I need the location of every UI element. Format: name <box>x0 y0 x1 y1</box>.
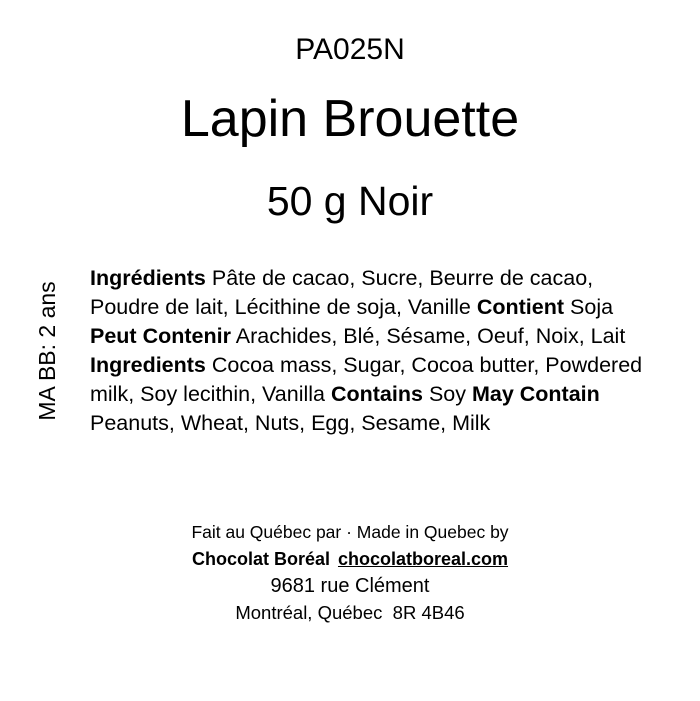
contains-fr-text: Soja <box>564 294 614 319</box>
street-address: 9681 rue Clément <box>270 575 430 597</box>
ingredients-fr-label: Ingrédients <box>90 266 206 290</box>
website-link[interactable]: chocolatboreal.com <box>337 549 509 569</box>
may-contain-en-text: Peanuts, Wheat, Nuts, Egg, Sesame, Milk <box>90 410 491 435</box>
made-in-line: Fait au Québec par · Made in Quebec by <box>191 522 509 542</box>
contains-en-label: Contains <box>330 381 423 406</box>
contains-en-text: Soy <box>422 381 472 406</box>
ingredients-block <box>90 264 650 437</box>
company-name: Chocolat Boréal <box>191 549 330 569</box>
product-weight: 50 g Noir <box>266 178 434 224</box>
ingredients-en-text: Cocoa mass, Sugar, Cocoa butter, Powdered milk, Soy lecithin, Vanilla <box>90 352 643 406</box>
contains-fr-label: Contient <box>476 294 565 319</box>
ingredients-en-label: Ingredients <box>90 352 206 377</box>
best-before-container <box>30 263 64 438</box>
may-contain-en-label: May Contain <box>471 381 600 406</box>
may-contain-fr-text: Arachides, Blé, Sésame, Oeuf, Noix, Lait <box>230 323 626 348</box>
may-contain-fr-label: Peut Contenir <box>90 323 231 348</box>
city-address: Montréal, Québec 8R 4B46 <box>235 602 465 623</box>
best-before-text: MA BB: 2 ans <box>34 280 60 421</box>
ingredients-fr-text: Pâte de cacao, Sucre, Beurre de cacao, Poudre de lait, Lécithine de soja, Vanille <box>90 266 594 319</box>
product-title: Lapin Brouette <box>180 90 520 148</box>
product-code: PA025N <box>295 33 405 66</box>
maker-line <box>0 546 700 572</box>
